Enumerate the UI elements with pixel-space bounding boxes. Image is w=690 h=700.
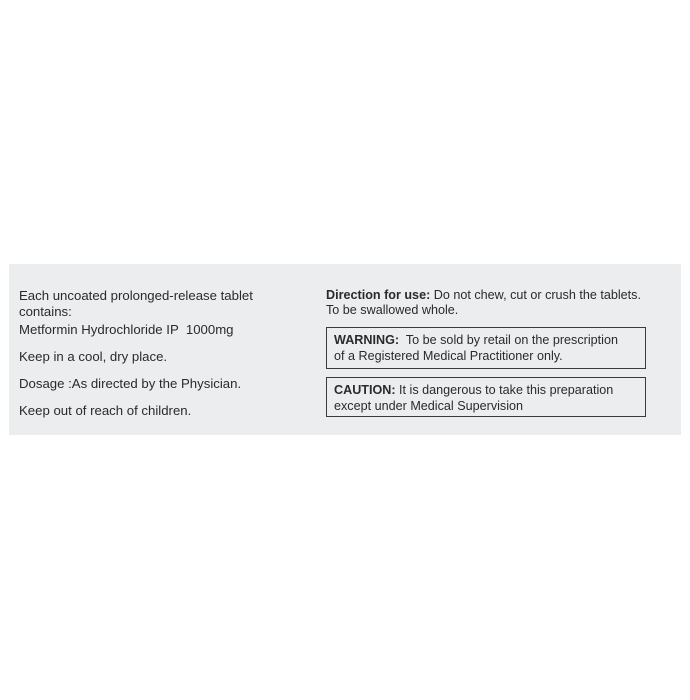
dosage-text: Dosage :As directed by the Physician. [19,376,242,391]
warning-line: of a Registered Medical Practitioner only. [334,349,563,363]
composition-line: Each uncoated prolonged-release tablet [19,288,253,303]
usage-column [326,288,666,413]
warning-label: WARNING: [334,333,400,347]
caution-line: except under Medical Supervision [334,399,524,413]
children-warning-text: Keep out of reach of children. [19,403,192,418]
warning-text: To be sold by retail on the prescription [399,333,618,347]
medicine-label-panel [9,264,681,435]
caution-box [326,377,646,417]
composition-line: contains: [19,304,72,319]
storage-text: Keep in a cool, dry place. [19,349,168,364]
direction-line: To be swallowed whole. [326,303,459,317]
ingredient-text: Metformin Hydrochloride IP 1000mg [19,322,234,337]
direction-for-use [326,288,666,318]
direction-text: Do not chew, cut or crush the tablets. [430,288,641,302]
warning-box [326,327,646,369]
composition-column [19,288,309,419]
caution-text: It is dangerous to take this preparation [395,383,614,397]
caution-label: CAUTION: [334,383,396,397]
direction-label: Direction for use: [326,288,431,302]
